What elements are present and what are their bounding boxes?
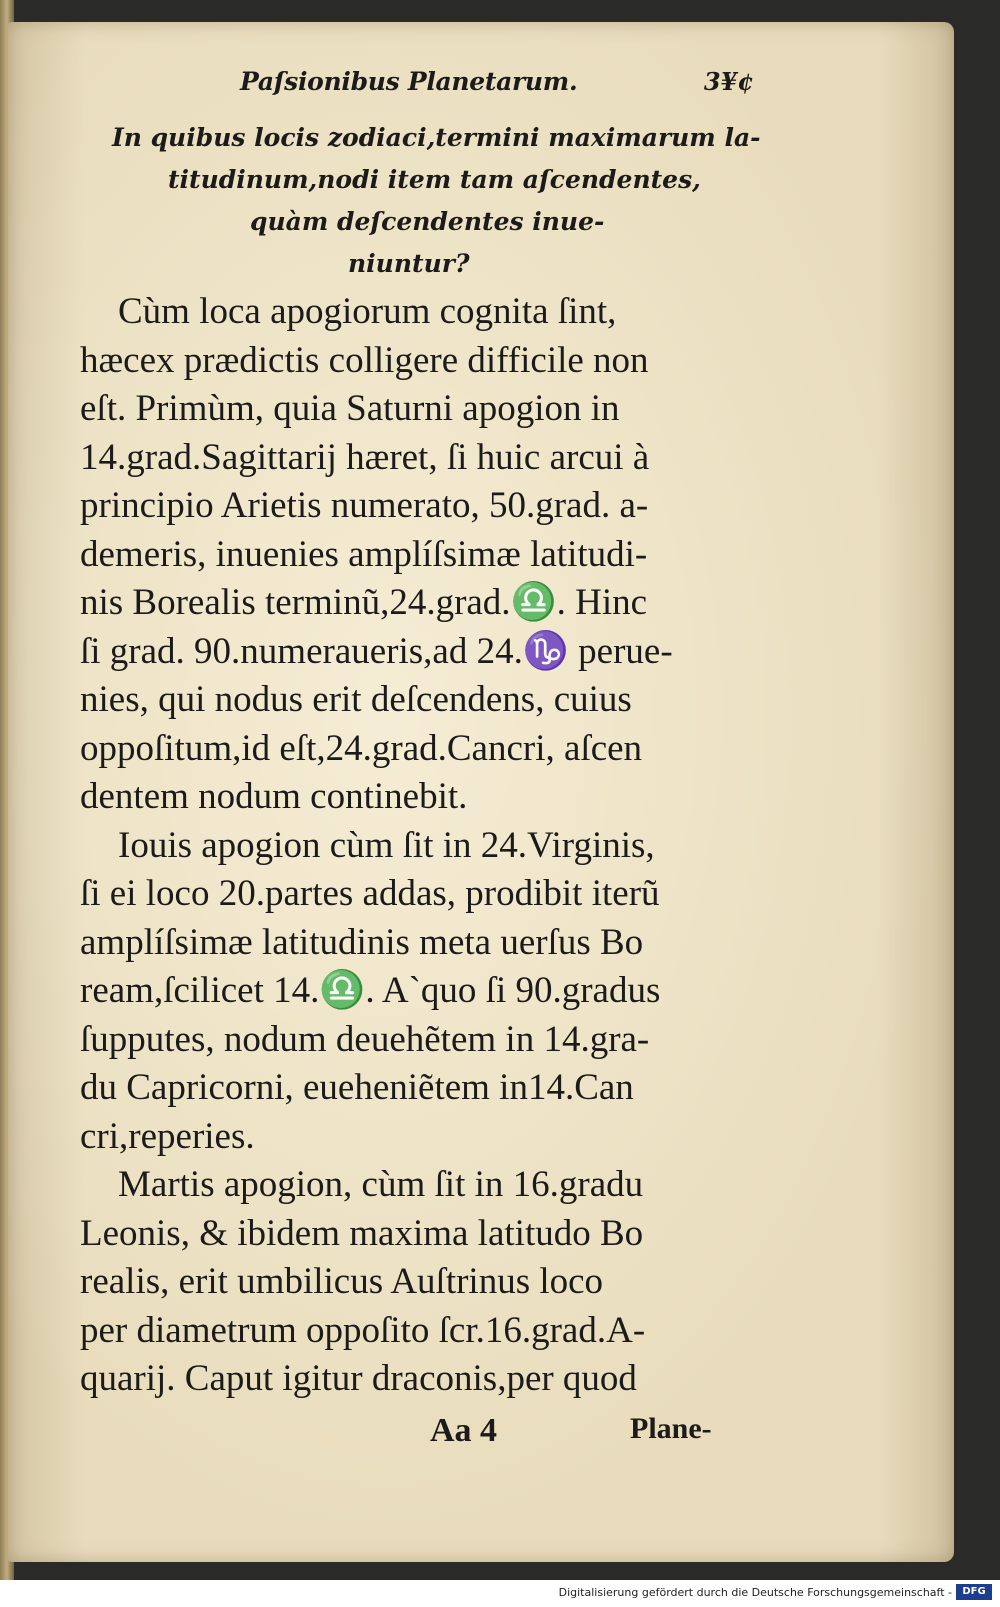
text-line: principio Arietis numerato, 50.grad. a- — [80, 485, 649, 526]
text-line: amplíſsimæ latitudinis meta uerſus Bo — [80, 921, 644, 963]
text-line: cri,reperies. — [80, 1115, 255, 1157]
text-line: ſupputes, nodum deuehẽtem in 14.gra- — [80, 1018, 650, 1060]
heading-line: In quibus locis zodiaci,termini maximarum la- — [112, 123, 761, 152]
chapter-heading — [80, 117, 760, 285]
text-line: ſi grad. 90.numeraueris,ad 24.♑ perue- — [80, 630, 673, 672]
text-line: ſi ei loco 20.partes addas, prodibit iterũ — [80, 873, 660, 914]
heading-line: quàm deſcendentes inue- — [250, 207, 605, 236]
book-page — [8, 22, 954, 1562]
text-block — [80, 67, 760, 1456]
folio-number: 3¥¢ — [703, 67, 754, 96]
text-line: oppoſitum,id eſt,24.grad.Cancri, aſcen — [80, 727, 643, 769]
text-line: realis, erit umbilicus Auſtrinus loco — [80, 1261, 604, 1302]
signature-mark: Aa 4 — [430, 1411, 498, 1449]
text-line: nies, qui nodus erit deſcendens, cuius — [80, 679, 632, 720]
text-line: nis Borealis terminũ,24.grad.♎. Hinc — [80, 582, 648, 623]
text-line: hæcex prædictis colligere difficile non — [80, 339, 649, 381]
text-line: du Capricorni, eueheniẽtem in14.Can — [80, 1067, 634, 1108]
running-head — [80, 67, 760, 111]
text-line: Cùm loca apogiorum cognita ſint, — [118, 291, 617, 332]
text-line: Martis apogion, cùm ſit in 16.gradu — [118, 1164, 644, 1205]
dfg-logo: DFG — [956, 1584, 992, 1600]
text-line: dentem nodum continebit. — [80, 776, 468, 817]
text-line: eſt. Primùm, quia Saturni apogion in — [80, 388, 620, 429]
text-line: ream,ſcilicet 14.♎. A`quo ſi 90.gradus — [80, 970, 661, 1011]
text-line: demeris, inuenies amplíſsimæ latitudi- — [80, 533, 648, 575]
text-line: quarij. Caput igitur draconis,per quod — [80, 1358, 637, 1399]
text-line: Leonis, & ibidem maxima latitudo Bo — [80, 1212, 644, 1254]
text-line: 14.grad.Sagittarij hæret, ſi huic arcui à — [80, 436, 650, 478]
catch-line — [80, 1412, 760, 1456]
digitization-credit: Digitalisierung gefördert durch die Deutsche Forschungsgemeinschaft - — [558, 1586, 952, 1599]
body-text — [80, 288, 760, 1404]
heading-line: titudinum,nodi item tam aſcendentes, — [168, 165, 701, 194]
running-title: Paſsionibus Planetarum. — [240, 67, 578, 96]
heading-line: niuntur? — [348, 249, 470, 278]
catchword: Plane- — [630, 1411, 712, 1445]
text-line: per diametrum oppoſito ſcr.16.grad.A- — [80, 1309, 646, 1351]
text-line: Iouis apogion cùm ſit in 24.Virginis, — [118, 824, 655, 866]
